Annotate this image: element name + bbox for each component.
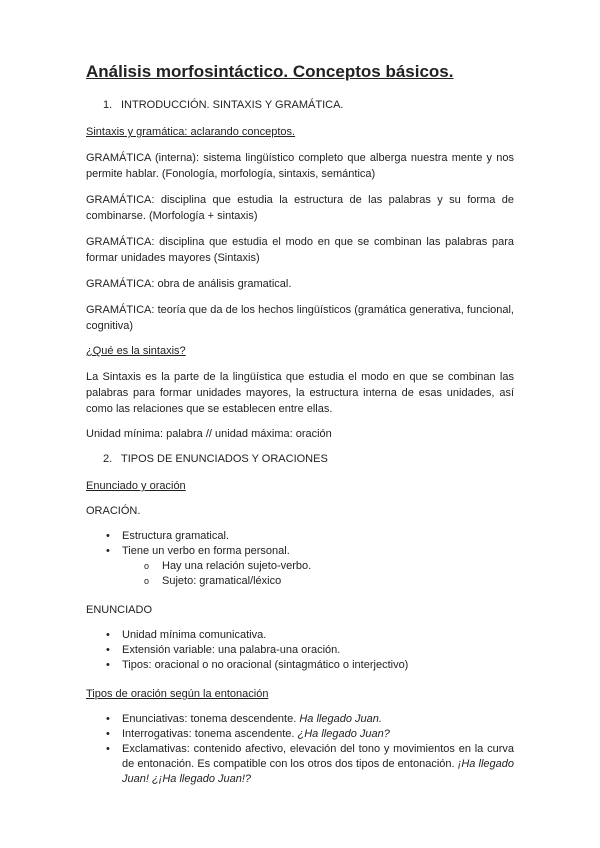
list-item: • Estructura gramatical.: [106, 530, 229, 542]
paragraph-unidades: Unidad mínima: palabra // unidad máxima: oración: [86, 428, 332, 440]
list-entonacion: [86, 712, 514, 787]
paragraph-gramatica-interna: GRAMÁTICA (interna): sistema lingüístico completo que alberga nuestra mente y nos permite hablar. (Fonología, morfología, sintaxis, semántica): [86, 152, 514, 180]
sub-bullet: o: [144, 561, 150, 571]
list-oracion: [86, 529, 514, 589]
list-item: • Enunciativas: tonema descendente. Ha llegado Juan.: [106, 713, 382, 725]
section-title: INTRODUCCIÓN. SINTAXIS Y GRAMÁTICA.: [121, 99, 344, 111]
subheading-que-es-sintaxis: ¿Qué es la sintaxis?: [86, 345, 186, 357]
bullet: •: [106, 644, 110, 656]
list-enunciado: [86, 628, 514, 673]
label-enunciado: ENUNCIADO: [86, 604, 153, 616]
sublist-oracion: [122, 559, 514, 589]
example-text: ¡Ha llegado Juan! ¿¡Ha llegado Juan!?: [122, 758, 514, 785]
section-number: 2.: [103, 453, 113, 465]
paragraph-gramatica-disciplina-2: GRAMÁTICA: disciplina que estudia el modo en que se combinan las palabras para formar unidades mayores (Sintaxis): [86, 236, 514, 264]
list-item: • Unidad mínima comunicativa.: [106, 629, 267, 641]
list-item: • Tiene un verbo en forma personal. o Hay una relación sujeto-verbo. o Sujeto: gramatical/léxico: [86, 544, 514, 589]
paragraph-gramatica-disciplina-1: GRAMÁTICA: disciplina que estudia la estructura de las palabras y su forma de combinarse. (Morfología + sintaxis): [86, 194, 514, 222]
list-item: o Hay una relación sujeto-verbo.: [144, 560, 312, 572]
example-text: ¿Ha llegado Juan?: [297, 728, 390, 740]
document-title: Análisis morfosintáctico. Conceptos básicos.: [86, 62, 454, 81]
bullet: •: [106, 659, 110, 671]
subheading-enunciado-oracion: Enunciado y oración: [86, 480, 186, 492]
label-oracion: ORACIÓN.: [86, 505, 141, 517]
bullet: •: [106, 728, 110, 740]
list-item: • Tipos: oracional o no oracional (sintagmático o interjectivo): [106, 659, 409, 671]
subheading-tipos-entonacion: Tipos de oración según la entonación: [86, 688, 269, 700]
paragraph-definicion-sintaxis: La Sintaxis es la parte de la lingüística que estudia el modo en que se combinan las palabras para formar unidades mayores, la estructura interna de esas unidades, así como las relaciones que se establecen entre ellas.: [86, 371, 514, 415]
bullet: •: [106, 530, 110, 542]
section-heading-1: [86, 98, 514, 112]
bullet: •: [106, 545, 110, 557]
list-item: • Interrogativas: tonema ascendente. ¿Ha llegado Juan?: [106, 728, 390, 740]
paragraph-gramatica-obra: GRAMÁTICA: obra de análisis gramatical.: [86, 278, 292, 290]
bullet: •: [106, 743, 110, 755]
example-text: Ha llegado Juan.: [299, 713, 382, 725]
sub-bullet: o: [144, 576, 150, 586]
list-item: • Exclamativas: contenido afectivo, elevación del tono y movimientos en la curva de entonación. Es compatible con los otros dos tipos de entonación. ¡Ha llegado Juan! ¿¡Ha llegado Juan!?: [106, 743, 514, 785]
section-title: TIPOS DE ENUNCIADOS Y ORACIONES: [121, 453, 328, 465]
section-number: 1.: [103, 99, 113, 111]
bullet: •: [106, 713, 110, 725]
paragraph-gramatica-teoria: GRAMÁTICA: teoría que da de los hechos lingüísticos (gramática generativa, funcional, cognitiva): [86, 304, 514, 332]
section-heading-2: [86, 452, 514, 466]
list-item: o Sujeto: gramatical/léxico: [144, 575, 282, 587]
bullet: •: [106, 629, 110, 641]
subheading-sintaxis-gramatica: Sintaxis y gramática: aclarando conceptos.: [86, 126, 296, 138]
list-item: • Extensión variable: una palabra-una oración.: [106, 644, 341, 656]
